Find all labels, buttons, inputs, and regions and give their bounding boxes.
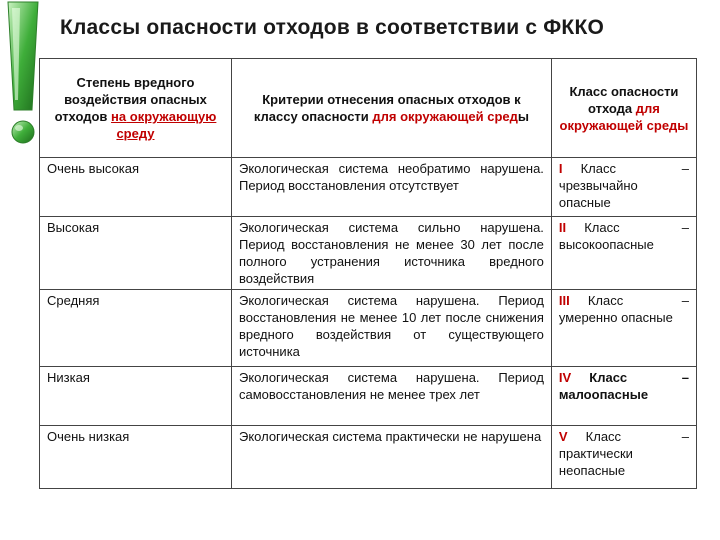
table-row <box>40 426 697 489</box>
degree-cell: Очень низкая <box>40 426 232 489</box>
criteria-cell: Экологическая система необратимо нарушена. Период восстановления отсутствует <box>231 158 551 217</box>
table-row <box>40 367 697 426</box>
degree-cell: Очень высокая <box>40 158 232 217</box>
degree-cell: Низкая <box>40 367 232 426</box>
class-cell: I Класс – чрезвычайно опасные <box>551 158 696 217</box>
criteria-cell: Экологическая система сильно нарушена. Период восстановления не менее 30 лет после полного устранения источника вредного воздействия <box>231 217 551 290</box>
hazard-class-table <box>39 58 697 489</box>
criteria-cell: Экологическая система практически не нарушена <box>231 426 551 489</box>
header-criteria: Критерии отнесения опасных отходов к классу опасности для окружающей среды <box>231 59 551 158</box>
degree-cell: Средняя <box>40 290 232 367</box>
table-row <box>40 290 697 367</box>
class-cell: V Класс – практически неопасные <box>551 426 696 489</box>
degree-cell: Высокая <box>40 217 232 290</box>
class-cell: II Класс – высокоопасные <box>551 217 696 290</box>
table-row <box>40 158 697 217</box>
table-header-row <box>40 59 697 158</box>
header-hazard-class: Класс опасности отхода для окружающей среды <box>551 59 696 158</box>
page-title: Классы опасности отходов в соответствии с ФККО <box>60 16 604 39</box>
class-cell: IV Класс – малоопасные <box>551 367 696 426</box>
header-impact-degree: Степень вредного воздействия опасных отходов на окружающую среду <box>40 59 232 158</box>
class-cell: III Класс – умеренно опасные <box>551 290 696 367</box>
criteria-cell: Экологическая система нарушена. Период восстановления не менее 10 лет после снижения вредного воздействия от существующего источника <box>231 290 551 367</box>
green-exclamation-decoration <box>2 0 42 150</box>
criteria-cell: Экологическая система нарушена. Период самовосстановления не менее трех лет <box>231 367 551 426</box>
table-row <box>40 217 697 290</box>
